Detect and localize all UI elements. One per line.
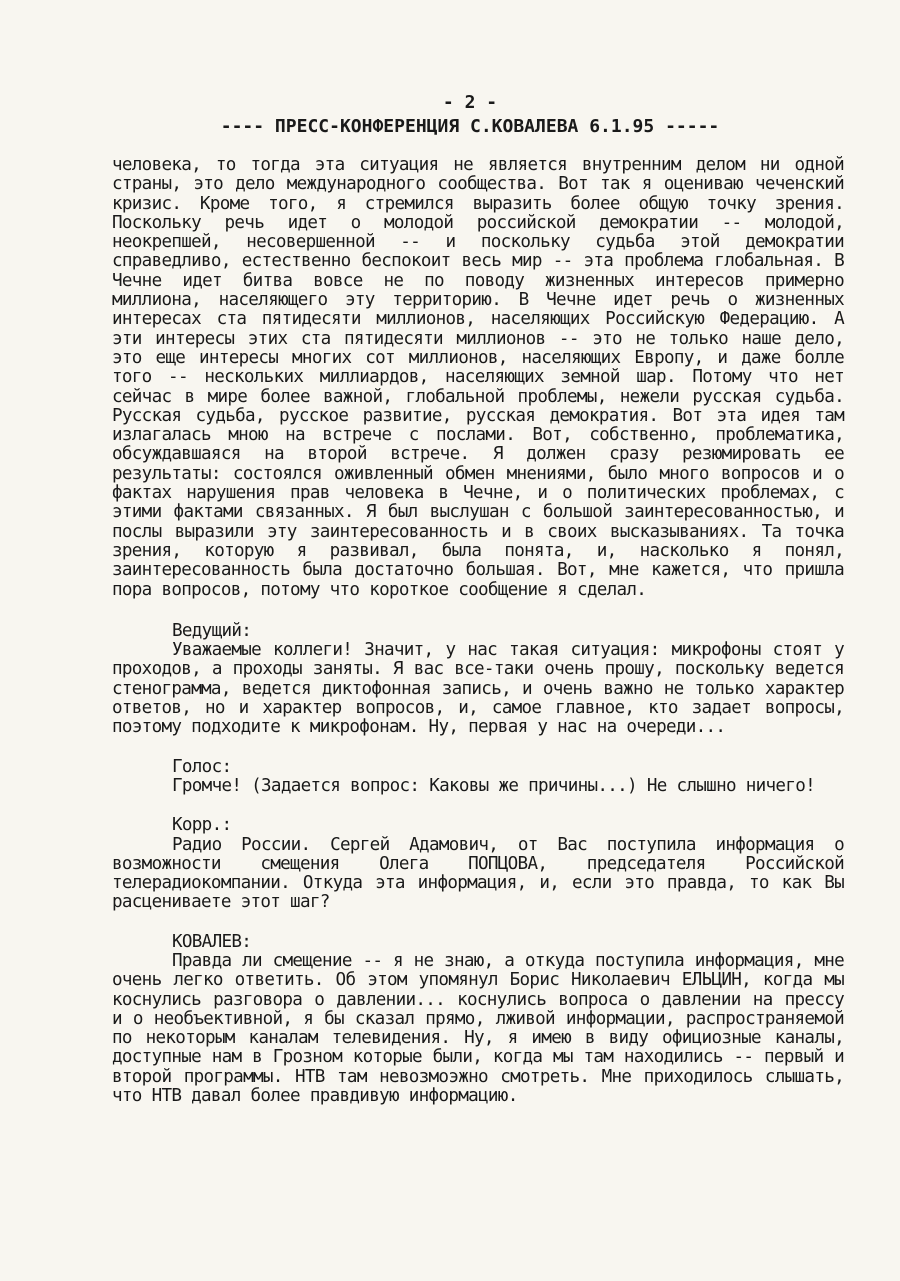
paragraph-host: Уважаемые коллеги! Значит, у нас такая ситуация: микрофоны стоят у проходов, а проходы заняты. Я вас все-таки очень прошу, поскольку ведется стенограмма, ведется диктофонная запись, и очень важно не только характер ответов, но и характер вопросов, и, самое главное, кто задает вопросы, поэтому подходите к микрофонам. Ну, первая у нас на очереди... [112, 640, 844, 738]
transcript-body [112, 156, 844, 1106]
speaker-label-kovalev: КОВАЛЕВ: [172, 931, 252, 952]
speaker-label-correspondent: Корр.: [172, 815, 232, 836]
speaker-label-voice: Голос: [172, 756, 232, 777]
paragraph-kovalev-statement: человека, то тогда эта ситуация не является внутренним делом ни одной страны, это дело международного сообщества. Вот так я оцениваю чеченский кризис. Кроме того, я стремился выразить более общую точку зрения. Поскольку речь идет о молодой российской демократии -- молодой, неокрепшей, несовершенной -- и поскольку судьба этой демократии справедливо, естественно беспокоит весь мир -- эта проблема глобальная. В Чечне идет битва вовсе не по поводу жизненных интересов примерно миллиона, населяющего эту территорию. В Чечне идет речь о жизненных интересах ста пятидесяти миллионов, населяющих Российскую Федерацию. А эти интересы этих ста пятидесяти миллионов -- это не только наше дело, это еще интересы многих сот миллионов, населяющих Европу, и даже болле того -- нескольких миллиардов, населяющих земной шар. Потому что нет сейчас в мире более важной, глобальной проблемы, нежели русская судьба. Русская судьба, русское развитие, русская демократия. Вот эта идея там излагалась мною на встрече с послами. Вот, собственно, проблематика, обсуждавшаяся на второй встрече. Я должен сразу резюмировать ее результаты: состоялся оживленный обмен мнениями, было много вопросов и о фактах нарушения прав человека в Чечне, и о политических проблемах, с этими фактами связанных. Я был выслушан с большой заинтересованностью, и послы выразили эту заинтересованность и в своих высказываниях. Та точка зрения, которую я развивал, была понята, и, насколько я понял, заинтересованность была достаточно большая. Вот, мне кажется, что пришла пора вопросов, потому что короткое сообщение я сделал. [112, 155, 844, 600]
paragraph-correspondent-question: Радио России. Сергей Адамович, от Вас поступила информация о возможности смещения Олега ПОПЦОВА, председателя Российской телерадиокомпании. Откуда эта информация, и, если это правда, то как Вы расцениваете этот шаг? [112, 834, 844, 913]
speaker-label-host: Ведущий: [172, 620, 252, 641]
document-header-title: ---- ПРЕСС-КОНФЕРЕНЦИЯ С.КОВАЛЕВА 6.1.95 ----- [220, 116, 720, 137]
paragraph-voice: Громче! (Задается вопрос: Каковы же причины...) Не слышно ничего! [172, 775, 816, 796]
page-number: - 2 - [442, 92, 498, 113]
paragraph-kovalev-answer: Правда ли смещение -- я не знаю, а откуда поступила информация, мне очень легко ответить. Об этом упомянул Борис Николаевич ЕЛЬЦИН, когда мы коснулись разговора о давлении... коснулись вопроса о давлении на прессу и о необъективной, я бы сказал прямо, лживой информации, распространяемой по некоторым каналам телевидения. Ну, я имею в виду официозные каналы, доступные нам в Грозном которые были, когда мы там находились -- первый и второй программы. НТВ там невозмоэжно смотреть. Мне приходилось слышать, что НТВ давал более правдивую информацию. [112, 950, 844, 1107]
